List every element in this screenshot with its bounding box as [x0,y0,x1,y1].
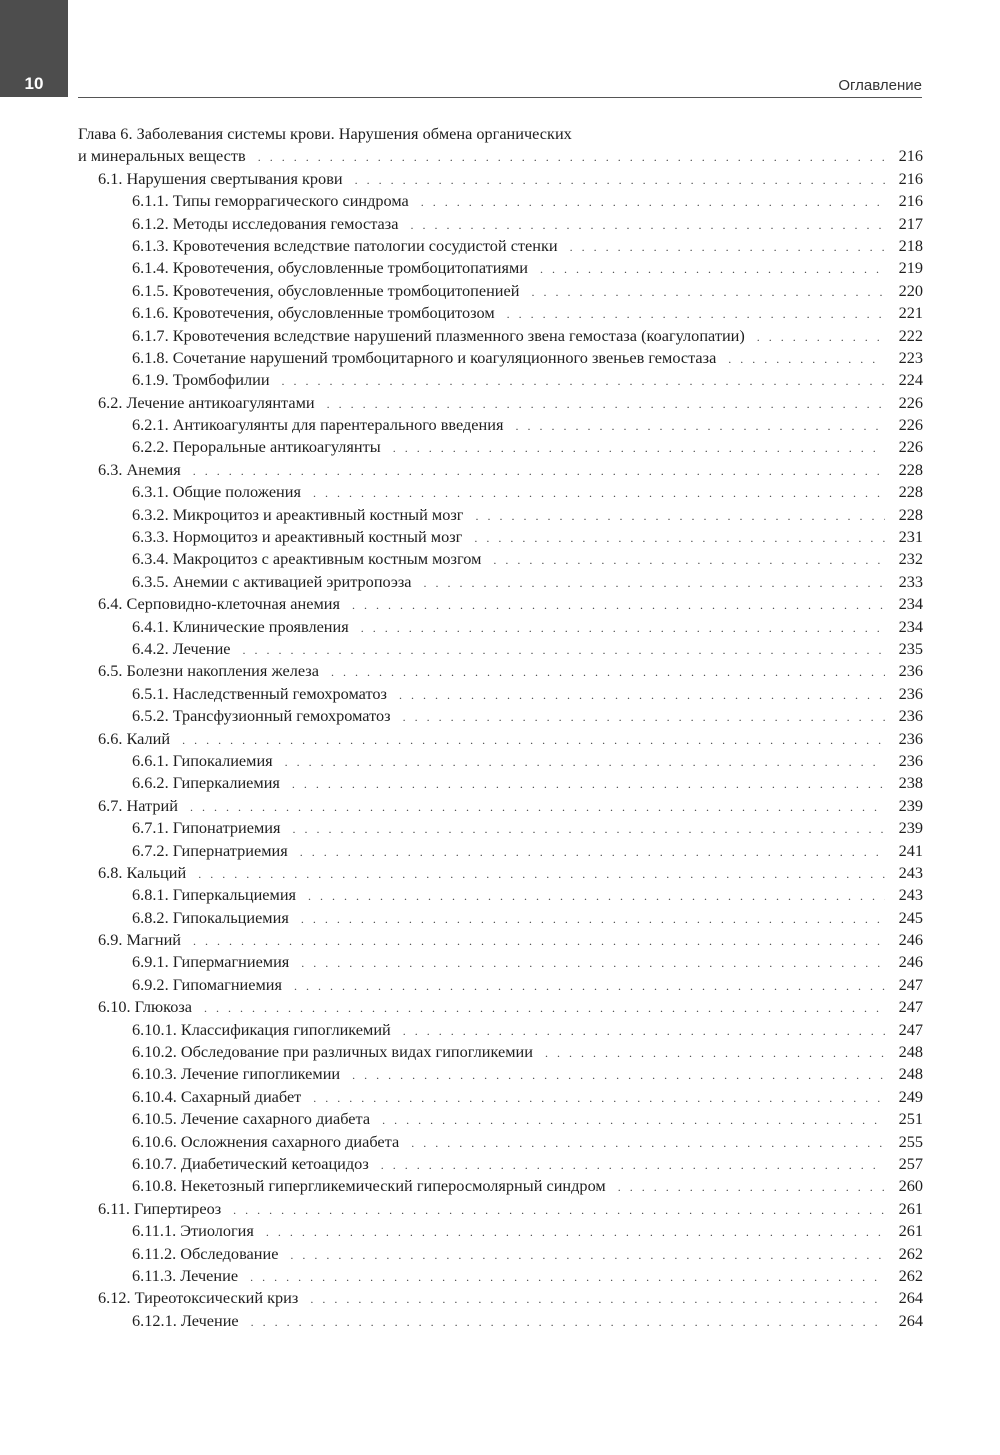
toc-entry-page-number: 264 [898,1310,923,1330]
toc-entry-title: 6.10.3. Лечение гипогликемии [132,1064,341,1084]
dot-leader [292,817,885,840]
toc-entry-title: 6.3.2. Микроцитоз и ареактивный костный мозг [132,504,464,524]
toc-entry-page-number: 218 [898,235,923,255]
toc-entry-page-number: 251 [898,1109,923,1129]
dot-leader [313,1086,885,1109]
toc-entry-page-number: 247 [898,997,923,1017]
toc-entry-title: 6.1. Нарушения свертывания крови [98,168,343,188]
dot-leader [570,235,885,258]
dot-leader [410,213,885,236]
dot-leader [382,1108,885,1131]
toc-entry-page-number: 239 [898,818,923,838]
toc-entry-page-number: 241 [898,840,923,860]
toc-entry-title: 6.5. Болезни накопления железа [98,661,319,681]
toc-entry-title: 6.10.6. Осложнения сахарного диабета [132,1131,400,1151]
toc-entry-title: 6.9.1. Гипермагниемия [132,952,290,972]
toc-section-entry[interactable] [78,1198,923,1220]
toc-entry-page-number: 247 [898,1019,923,1039]
toc-subsection-entry[interactable] [78,1041,923,1063]
dot-leader [399,683,885,706]
toc-entry-title: 6.11.3. Лечение [132,1265,239,1285]
toc-subsection-entry[interactable] [78,1063,923,1085]
toc-section-entry[interactable] [78,1287,923,1309]
chapter-page-number: 216 [898,146,923,166]
toc-entry-page-number: 238 [898,773,923,793]
toc-entry-page-number: 235 [898,638,923,658]
toc-subsection-entry[interactable] [78,772,923,794]
toc-entry-page-number: 226 [898,437,923,457]
toc-entry-title: 6.1.5. Кровотечения, обусловленные тромбоцитопенией [132,280,520,300]
toc-entry-title: 6.6. Калий [98,728,171,748]
toc-entry-title: 6.10. Глюкоза [98,997,192,1017]
toc-entry-title: 6.1.2. Методы исследования гемостаза [132,213,399,233]
toc-entry-title: 6.10.1. Классификация гипогликемий [132,1019,391,1039]
toc-section-entry[interactable] [78,728,923,750]
toc-subsection-entry[interactable] [78,1265,923,1287]
toc-entry-title: 6.11.2. Обследование [132,1243,279,1263]
dot-leader [545,1041,885,1064]
dot-leader [251,1310,885,1333]
dot-leader [403,1019,885,1042]
toc-subsection-entry[interactable] [78,1175,923,1197]
toc-subsection-entry[interactable] [78,1108,923,1130]
toc-entry-title: 6.3.3. Нормоцитоз и ареактивный костный мозг [132,527,463,547]
toc-entry-title: 6.4. Серповидно-клеточная анемия [98,594,340,614]
toc-entry-page-number: 216 [898,168,923,188]
toc-subsection-entry[interactable] [78,414,923,436]
toc-entry-page-number: 226 [898,415,923,435]
dot-leader [757,325,885,348]
dot-leader [301,951,885,974]
toc-subsection-entry[interactable] [78,280,923,302]
toc-entry-page-number: 217 [898,213,923,233]
toc-entry-page-number: 232 [898,549,923,569]
toc-subsection-entry[interactable] [78,1220,923,1242]
toc-entry-page-number: 228 [898,482,923,502]
toc-entry-page-number: 216 [898,191,923,211]
toc-subsection-entry[interactable] [78,705,923,727]
toc-section-entry[interactable] [78,168,923,190]
toc-section-entry[interactable] [78,795,923,817]
toc-section-entry[interactable] [78,996,923,1018]
dot-leader [193,929,885,952]
toc-entry-page-number: 249 [898,1086,923,1106]
dot-leader [411,1131,885,1154]
toc-entry-page-number: 245 [898,907,923,927]
toc-subsection-entry[interactable] [78,840,923,862]
toc-entry-title: 6.3.5. Анемии с активацией эритропоэза [132,571,412,591]
toc-subsection-entry[interactable] [78,257,923,279]
toc-entry-page-number: 236 [898,728,923,748]
running-title: Оглавление [838,77,922,94]
dot-leader [282,369,885,392]
toc-entry-title: 6.3.1. Общие положения [132,482,301,502]
toc-entry-page-number: 261 [898,1221,923,1241]
toc-entry-title: 6.10.4. Сахарный диабет [132,1086,302,1106]
table-of-contents [78,123,923,1332]
toc-entry-page-number: 236 [898,750,923,770]
dot-leader [531,280,885,303]
toc-subsection-entry[interactable] [78,1310,923,1332]
toc-entry-title: 6.6.2. Гиперкалиемия [132,773,280,793]
toc-entry-page-number: 246 [898,952,923,972]
toc-entry-title: 6.1.3. Кровотечения вследствие патологии сосудистой стенки [132,235,558,255]
toc-entry-title: 6.1.9. Тромбофилии [132,370,270,390]
toc-entry-title: 6.1.7. Кровотечения вследствие нарушений плазменного звена гемостаза (коагулопатии) [132,325,745,345]
dot-leader [515,414,885,437]
toc-entry-title: 6.8.2. Гипокальциемия [132,907,289,927]
toc-subsection-entry[interactable] [78,347,923,369]
dot-leader [292,772,885,795]
toc-entry-page-number: 243 [898,885,923,905]
toc-subsection-entry[interactable] [78,325,923,347]
toc-subsection-entry[interactable] [78,526,923,548]
toc-subsection-entry[interactable] [78,504,923,526]
toc-subsection-entry[interactable] [78,638,923,660]
dot-leader [327,392,885,415]
toc-entry-page-number: 220 [898,280,923,300]
toc-subsection-entry[interactable] [78,817,923,839]
dot-leader [361,616,885,639]
toc-section-entry[interactable] [78,459,923,481]
toc-entry-page-number: 246 [898,930,923,950]
toc-subsection-entry[interactable] [78,907,923,929]
toc-entry-page-number: 262 [898,1243,923,1263]
chapter-title-continued: и минеральных веществ [78,146,246,166]
toc-entry-title: 6.2.1. Антикоагулянты для парентерального введения [132,415,504,435]
toc-subsection-entry[interactable] [78,884,923,906]
toc-entry-page-number: 228 [898,504,923,524]
toc-entry-page-number: 248 [898,1042,923,1062]
toc-entry-title: 6.6.1. Гипокалиемия [132,750,273,770]
toc-entry-page-number: 234 [898,616,923,636]
toc-entry-title: 6.10.8. Некетозный гипергликемический гиперосмолярный синдром [132,1176,606,1196]
toc-section-entry[interactable] [78,392,923,414]
toc-section-entry[interactable] [78,929,923,951]
header-rule [78,97,922,98]
toc-entry-page-number: 247 [898,974,923,994]
toc-entry-title: 6.7.1. Гипонатриемия [132,818,281,838]
toc-entry-page-number: 262 [898,1265,923,1285]
toc-subsection-entry[interactable] [78,302,923,324]
dot-leader [204,996,885,1019]
toc-entry-page-number: 234 [898,594,923,614]
toc-entry-page-number: 219 [898,258,923,278]
toc-entry-title: 6.11.1. Этиология [132,1221,254,1241]
toc-entry-page-number: 236 [898,661,923,681]
toc-subsection-entry[interactable] [78,369,923,391]
toc-entry-title: 6.12.1. Лечение [132,1310,239,1330]
page-number: 10 [24,74,44,93]
dot-leader [507,302,885,325]
dot-leader [300,840,885,863]
dot-leader [331,660,885,683]
dot-leader [182,728,885,751]
toc-subsection-entry[interactable] [78,235,923,257]
toc-entry-page-number: 233 [898,571,923,591]
toc-entry-title: 6.5.2. Трансфузионный гемохроматоз [132,706,391,726]
dot-leader [352,593,885,616]
toc-entry-title: 6.8. Кальций [98,862,187,882]
toc-entry-page-number: 224 [898,370,923,390]
toc-section-entry[interactable] [78,593,923,615]
toc-entry-title: 6.1.4. Кровотечения, обусловленные тромбоцитопатиями [132,258,529,278]
toc-entry-page-number: 236 [898,706,923,726]
chapter-entry[interactable] [78,145,923,167]
dot-leader [381,1153,885,1176]
dot-leader [250,1265,885,1288]
toc-entry-title: 6.2.2. Пероральные антикоагулянты [132,437,381,457]
dot-leader [290,1243,885,1266]
toc-subsection-entry[interactable] [78,683,923,705]
toc-entry-title: 6.3.4. Макроцитоз с ареактивным костным мозгом [132,549,482,569]
toc-entry-title: 6.11. Гипертиреоз [98,1198,222,1218]
dot-leader [728,347,885,370]
toc-section-entry[interactable] [78,660,923,682]
toc-entry-page-number: 221 [898,303,923,323]
toc-subsection-entry[interactable] [78,571,923,593]
dot-leader [393,436,885,459]
dot-leader [493,548,885,571]
toc-entry-title: 6.12. Тиреотоксический криз [98,1288,299,1308]
chapter-title: Глава 6. Заболевания системы крови. Нарушения обмена органических [78,124,572,143]
toc-entry-title: 6.9.2. Гипомагниемия [132,974,283,994]
dot-leader [421,190,885,213]
dot-leader [424,571,885,594]
toc-entry-page-number: 255 [898,1131,923,1151]
toc-entry-page-number: 228 [898,459,923,479]
toc-entry-page-number: 236 [898,683,923,703]
dot-leader [308,884,885,907]
dot-leader [313,481,885,504]
toc-subsection-entry[interactable] [78,951,923,973]
toc-entry-page-number: 248 [898,1064,923,1084]
dot-leader [403,705,885,728]
dot-leader [474,526,885,549]
dot-leader [243,638,885,661]
toc-entry-title: 6.1.1. Типы геморрагического синдрома [132,191,409,211]
toc-section-entry[interactable] [78,862,923,884]
toc-subsection-entry[interactable] [78,750,923,772]
dot-leader [266,1220,885,1243]
toc-entry-title: 6.10.7. Диабетический кетоацидоз [132,1153,369,1173]
dot-leader [233,1198,885,1221]
toc-entry-title: 6.4.1. Клинические проявления [132,616,349,636]
toc-entry-page-number: 257 [898,1153,923,1173]
toc-entry-page-number: 264 [898,1288,923,1308]
toc-entry-title: 6.3. Анемия [98,459,181,479]
dot-leader [355,168,885,191]
dot-leader [190,795,885,818]
toc-entry-title: 6.7. Натрий [98,795,178,815]
toc-subsection-entry[interactable] [78,481,923,503]
dot-leader [540,257,885,280]
dot-leader [258,145,885,168]
toc-entry-page-number: 223 [898,347,923,367]
dot-leader [618,1175,885,1198]
toc-entry-page-number: 231 [898,527,923,547]
toc-subsection-entry[interactable] [78,436,923,458]
toc-entry-title: 6.9. Магний [98,930,182,950]
toc-entry-title: 6.1.8. Сочетание нарушений тромбоцитарного и коагуляционного звеньев гемостаза [132,347,717,367]
toc-entry-title: 6.5.1. Наследственный гемохроматоз [132,683,387,703]
toc-subsection-entry[interactable] [78,1131,923,1153]
toc-entry-page-number: 260 [898,1176,923,1196]
toc-subsection-entry[interactable] [78,190,923,212]
dot-leader [193,459,885,482]
toc-subsection-entry[interactable] [78,1019,923,1041]
toc-entry-page-number: 226 [898,392,923,412]
toc-subsection-entry[interactable] [78,548,923,570]
toc-subsection-entry[interactable] [78,974,923,996]
dot-leader [198,862,885,885]
toc-entry-title: 6.10.2. Обследование при различных видах гипогликемии [132,1042,533,1062]
toc-entry-page-number: 222 [898,325,923,345]
dot-leader [301,907,885,930]
toc-subsection-entry[interactable] [78,1243,923,1265]
dot-leader [285,750,885,773]
toc-entry-page-number: 243 [898,862,923,882]
dot-leader [475,504,885,527]
toc-subsection-entry[interactable] [78,616,923,638]
toc-subsection-entry[interactable] [78,1086,923,1108]
toc-entry-title: 6.8.1. Гиперкальциемия [132,885,297,905]
dot-leader [352,1063,885,1086]
toc-entry-title: 6.2. Лечение антикоагулянтами [98,392,315,412]
toc-entry-title: 6.7.2. Гипернатриемия [132,840,288,860]
toc-subsection-entry[interactable] [78,213,923,235]
toc-subsection-entry[interactable] [78,1153,923,1175]
toc-entry-title: 6.4.2. Лечение [132,638,231,658]
toc-entry-title: 6.1.6. Кровотечения, обусловленные тромбоцитозом [132,303,495,323]
toc-entry-page-number: 239 [898,795,923,815]
dot-leader [310,1287,885,1310]
toc-entry-title: 6.10.5. Лечение сахарного диабета [132,1109,371,1129]
toc-entry-page-number: 261 [898,1198,923,1218]
dot-leader [294,974,885,997]
